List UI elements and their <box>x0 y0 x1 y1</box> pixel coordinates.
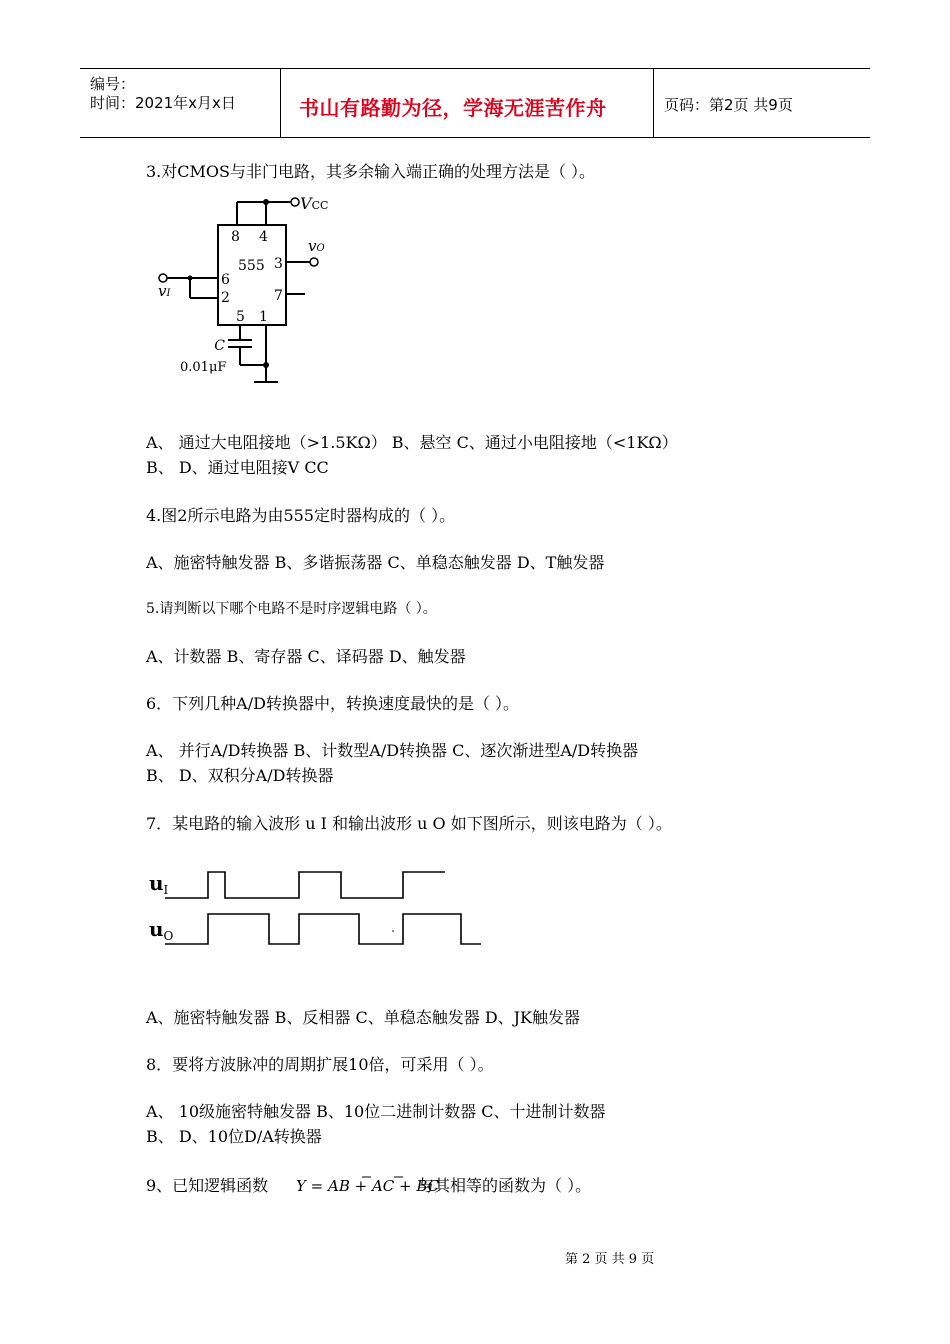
time-label: 时间：2021年x月x日 <box>90 94 236 112</box>
pin-8-label: 8 <box>231 229 240 245</box>
pin-6-label: 6 <box>221 272 230 288</box>
question-8-options-line1: A、 10级施密特触发器 B、10位二进制计数器 C、十进制计数器 <box>146 1102 606 1121</box>
question-6-options-line1: A、 并行A/D转换器 B、计数型A/D转换器 C、逐次渐进型A/D转换器 <box>146 741 639 760</box>
question-7-options: A、施密特触发器 B、反相器 C、单稳态触发器 D、JK触发器 <box>146 1008 581 1027</box>
page-footer: 第 2 页 共 9 页 <box>565 1252 655 1267</box>
pin-1-label: 1 <box>259 309 268 325</box>
vo-label: vO <box>308 237 325 255</box>
pin-5-label: 5 <box>236 309 245 325</box>
header-divider-left <box>280 69 281 137</box>
timer-555-circuit <box>150 190 350 395</box>
question-8-stem: 8．要将方波脉冲的周期扩展10倍，可采用（ ）。 <box>146 1055 494 1074</box>
waveform-diagram <box>145 862 490 957</box>
junction-dot <box>263 199 269 205</box>
formula-text: Y = AB + AC + BC <box>296 1177 440 1195</box>
vo-terminal <box>310 258 318 266</box>
question-6-stem: 6．下列几种A/D转换器中，转换速度最快的是（ ）。 <box>146 694 520 713</box>
pin-7-label: 7 <box>274 288 283 304</box>
uo-waveform <box>165 914 481 944</box>
ui-label: $u_I$ <box>149 871 169 897</box>
vcc-label: VCC <box>300 194 329 213</box>
question-7-stem: 7．某电路的输入波形 u I 和输出波形 u O 如下图所示，则该电路为（ ）。 <box>146 814 672 833</box>
question-9-stem-prefix: 9、已知逻辑函数 <box>146 1176 269 1195</box>
question-4-options: A、施密特触发器 B、多谐振荡器 C、单稳态触发器 D、T触发器 <box>146 553 605 572</box>
stray-dot <box>392 930 394 932</box>
junction-dot <box>263 362 269 368</box>
page-label: 页码：第2页 共9页 <box>664 96 793 114</box>
pin-2-label: 2 <box>221 290 230 306</box>
vi-terminal <box>159 274 167 282</box>
serial-label: 编号： <box>90 75 136 93</box>
question-3-options-line2: B、 D、通过电阻接V CC <box>146 458 329 477</box>
chip-label: 555 <box>238 258 265 274</box>
question-4-stem: 4.图2所示电路为由555定时器构成的（ ）。 <box>146 506 456 525</box>
logic-formula <box>294 1174 440 1198</box>
question-9-stem-suffix: 与其相等的函数为（ ）。 <box>418 1176 592 1195</box>
ui-waveform <box>165 872 445 898</box>
question-3-options-line1: A、 通过大电阻接地（>1.5KΩ） B、悬空 C、通过小电阻接地（<1KΩ） <box>146 433 678 452</box>
pin-4-label: 4 <box>259 229 268 245</box>
question-8-options-line2: B、 D、10位D/A转换器 <box>146 1127 322 1146</box>
junction-dot <box>188 276 193 281</box>
pin-3-label: 3 <box>274 256 283 272</box>
vcc-terminal <box>291 198 299 206</box>
question-5-options: A、计数器 B、寄存器 C、译码器 D、触发器 <box>146 647 466 666</box>
question-6-options-line2: B、 D、双积分A/D转换器 <box>146 766 334 785</box>
uo-label: $u_O$ <box>149 917 174 943</box>
vi-label: vI <box>158 282 171 300</box>
capacitor-label: C <box>214 338 225 354</box>
header-divider-right <box>653 69 654 137</box>
question-5-stem: 5.请判断以下哪个电路不是时序逻辑电路（ ）。 <box>146 601 437 617</box>
capacitor-value: 0.01μF <box>180 360 227 375</box>
question-3-stem: 3.对CMOS与非门电路，其多余输入端正确的处理方法是（ ）。 <box>146 162 596 181</box>
header-motto: 书山有路勤为径，学海无涯苦作舟 <box>299 96 607 120</box>
